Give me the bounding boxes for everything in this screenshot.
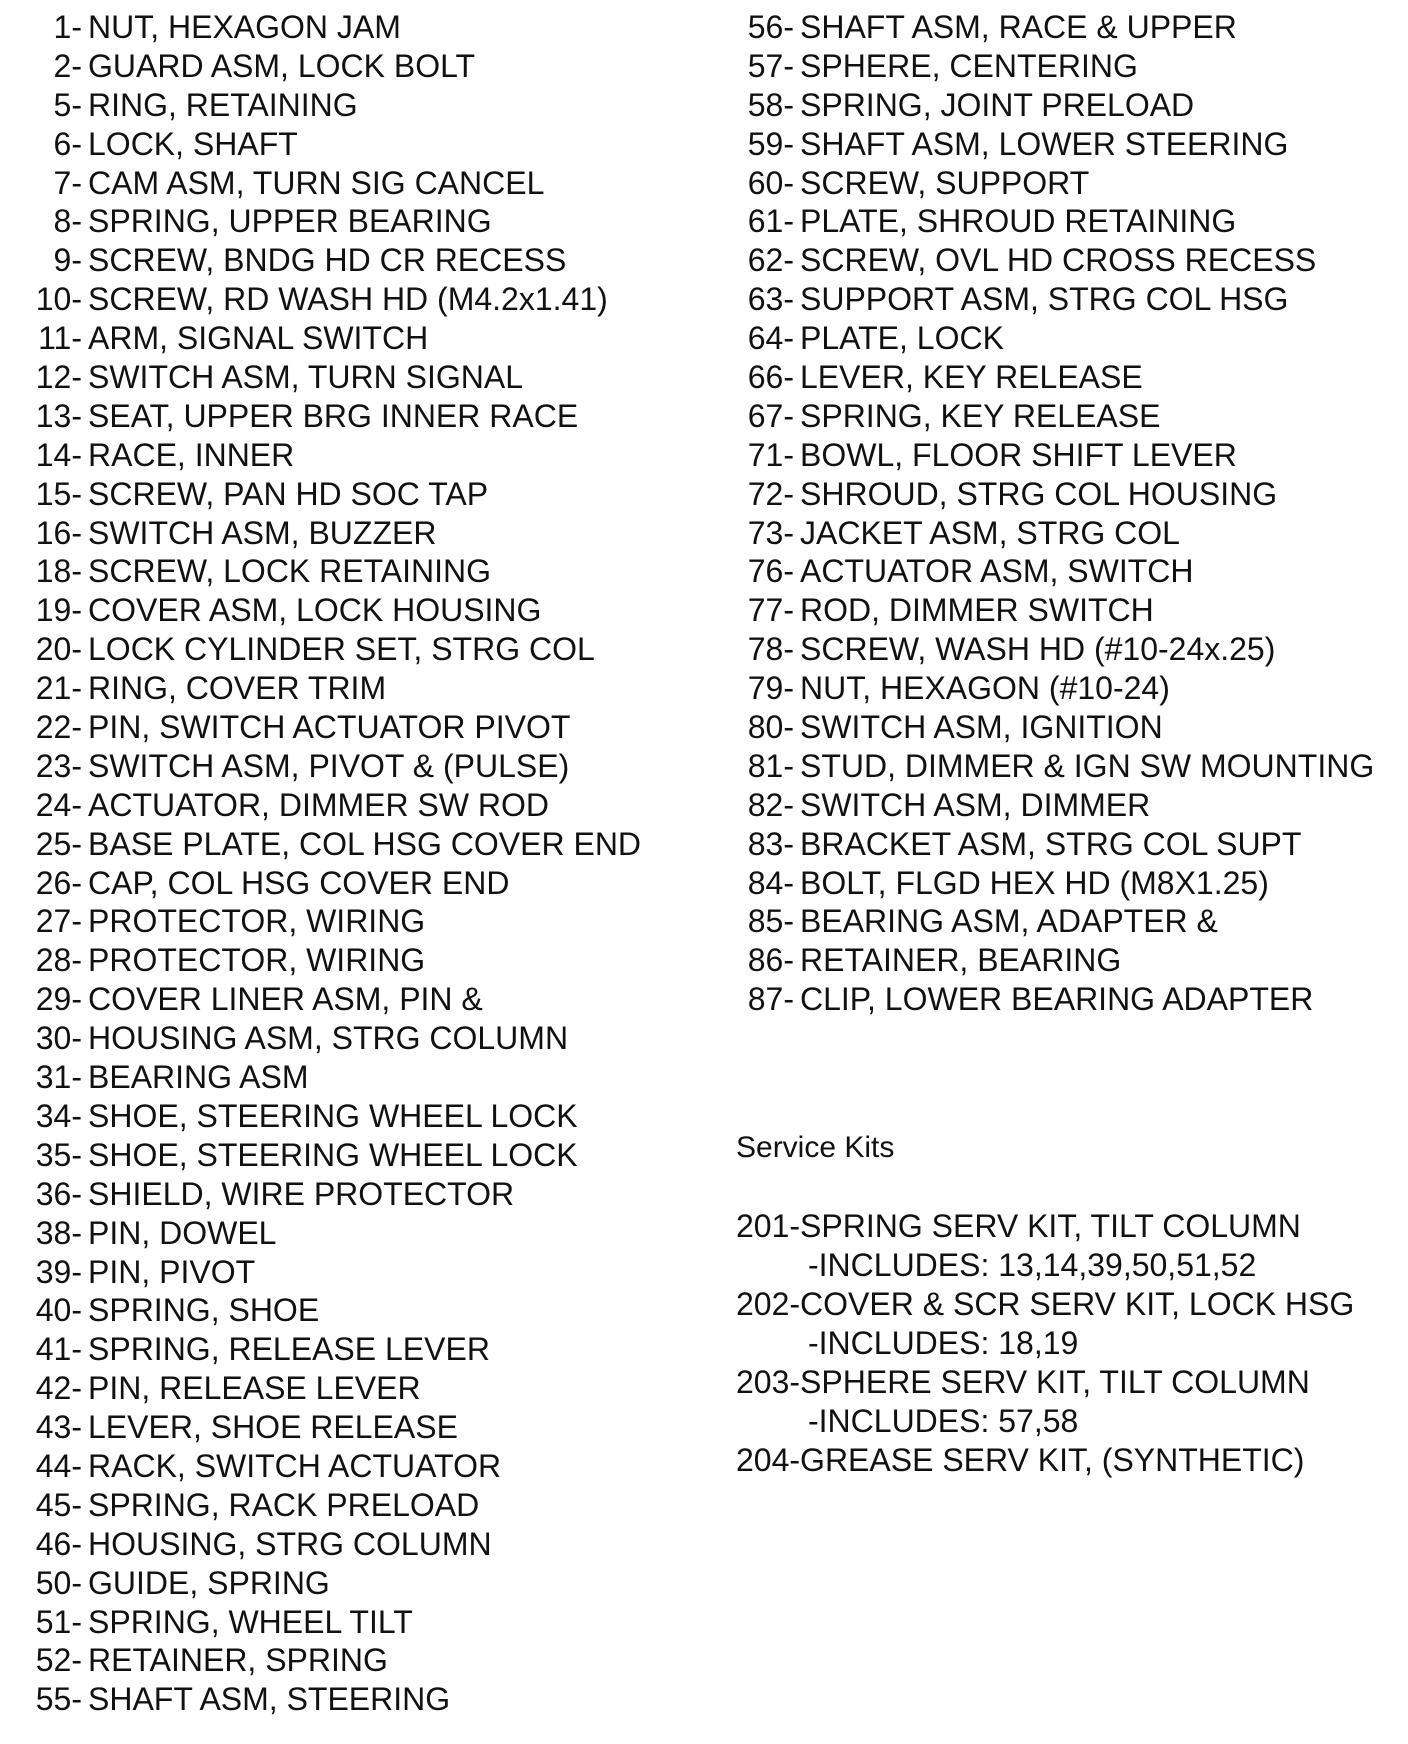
part-row [736, 864, 1396, 903]
part-description: SPRING, RACK PRELOAD [88, 1486, 480, 1523]
part-row [10, 86, 710, 125]
part-row [736, 397, 1396, 436]
part-description: PROTECTOR, WIRING [88, 942, 426, 979]
part-number: 81- [747, 747, 794, 784]
part-row [10, 1680, 710, 1719]
part-description: SHROUD, STRG COL HOUSING [800, 475, 1278, 512]
part-description: SEAT, UPPER BRG INNER RACE [88, 397, 579, 434]
part-row [10, 1175, 710, 1214]
part-number: 39- [35, 1253, 82, 1290]
part-description: BOWL, FLOOR SHIFT LEVER [800, 436, 1237, 473]
part-description: SCREW, RD WASH HD (M4.2x1.41) [88, 281, 608, 318]
part-number: 73- [747, 514, 794, 551]
part-row [10, 1447, 710, 1486]
part-number: 42- [35, 1370, 82, 1407]
part-number: 59- [747, 125, 794, 162]
part-row [10, 1641, 710, 1680]
part-number: 7- [53, 164, 82, 201]
part-description: COVER ASM, LOCK HOUSING [88, 592, 542, 629]
part-row [10, 708, 710, 747]
part-description: SCREW, BNDG HD CR RECESS [88, 242, 567, 279]
part-description: CAP, COL HSG COVER END [88, 864, 510, 901]
part-row [10, 864, 710, 903]
part-row [736, 8, 1396, 47]
part-row [10, 1136, 710, 1175]
part-description: PIN, PIVOT [88, 1253, 256, 1290]
part-number: 50- [35, 1564, 82, 1601]
part-number: 24- [35, 786, 82, 823]
part-description: RING, COVER TRIM [88, 670, 387, 707]
part-number: 57- [747, 47, 794, 84]
part-description: SWITCH ASM, PIVOT & (PULSE) [88, 747, 570, 784]
part-description: ROD, DIMMER SWITCH [800, 592, 1154, 629]
part-number: 35- [35, 1136, 82, 1173]
part-description: LOCK, SHAFT [88, 125, 298, 162]
part-description: CAM ASM, TURN SIG CANCEL [88, 164, 545, 201]
part-number: 41- [35, 1331, 82, 1368]
part-row [10, 1603, 710, 1642]
part-description: PLATE, SHROUD RETAINING [800, 203, 1237, 240]
part-description: COVER LINER ASM, PIN & [88, 981, 483, 1018]
part-description: CLIP, LOWER BEARING ADAPTER [800, 981, 1314, 1018]
part-number: 77- [747, 592, 794, 629]
service-kit-includes: -INCLUDES: 13,14,39,50,51,52 [808, 1247, 1257, 1283]
part-number: 63- [747, 281, 794, 318]
part-number: 78- [747, 631, 794, 668]
part-row [10, 1019, 710, 1058]
part-row [736, 319, 1396, 358]
service-kit-item: 201-SPRING SERV KIT, TILT COLUMN [736, 1208, 1301, 1244]
part-number: 76- [747, 553, 794, 590]
part-row [10, 514, 710, 553]
part-description: SPRING, WHEEL TILT [88, 1603, 413, 1640]
part-description: SHOE, STEERING WHEEL LOCK [88, 1097, 578, 1134]
part-number: 84- [747, 864, 794, 901]
part-number: 52- [35, 1642, 82, 1679]
part-description: SWITCH ASM, DIMMER [800, 786, 1151, 823]
part-number: 60- [747, 164, 794, 201]
service-kit-item: 202-COVER & SCR SERV KIT, LOCK HSG [736, 1286, 1355, 1322]
part-number: 67- [747, 397, 794, 434]
part-number: 8- [53, 203, 82, 240]
part-row [736, 125, 1396, 164]
part-number: 46- [35, 1525, 82, 1562]
part-description: SCREW, PAN HD SOC TAP [88, 475, 489, 512]
part-number: 28- [35, 942, 82, 979]
part-description: HOUSING, STRG COLUMN [88, 1525, 492, 1562]
part-row [10, 1058, 710, 1097]
part-number: 80- [747, 709, 794, 746]
part-number: 44- [35, 1447, 82, 1484]
part-number: 18- [35, 553, 82, 590]
part-row [10, 1097, 710, 1136]
part-number: 20- [35, 631, 82, 668]
part-number: 43- [35, 1409, 82, 1446]
service-kit-item: 204-GREASE SERV KIT, (SYNTHETIC) [736, 1442, 1305, 1478]
service-kit-includes: -INCLUDES: 18,19 [808, 1325, 1079, 1361]
part-number: 87- [747, 981, 794, 1018]
part-row [10, 241, 710, 280]
part-number: 64- [747, 320, 794, 357]
part-description: PIN, RELEASE LEVER [88, 1370, 421, 1407]
part-number: 36- [35, 1175, 82, 1212]
part-number: 31- [35, 1059, 82, 1096]
part-row [10, 786, 710, 825]
part-description: RACK, SWITCH ACTUATOR [88, 1447, 502, 1484]
part-number: 22- [35, 709, 82, 746]
part-number: 66- [747, 359, 794, 396]
part-number: 86- [747, 942, 794, 979]
part-row [10, 8, 710, 47]
part-number: 55- [35, 1681, 82, 1718]
part-row [10, 47, 710, 86]
part-row [10, 1408, 710, 1447]
part-number: 26- [35, 864, 82, 901]
part-description: SCREW, LOCK RETAINING [88, 553, 492, 590]
part-description: PLATE, LOCK [800, 320, 1004, 357]
part-number: 1- [53, 9, 82, 45]
part-row [10, 825, 710, 864]
part-description: JACKET ASM, STRG COL [800, 514, 1180, 551]
service-kit-item: 203-SPHERE SERV KIT, TILT COLUMN [736, 1364, 1310, 1400]
part-number: 25- [35, 825, 82, 862]
part-row [10, 1330, 710, 1369]
part-description: ACTUATOR ASM, SWITCH [800, 553, 1194, 590]
part-row [10, 980, 710, 1019]
part-description: GUARD ASM, LOCK BOLT [88, 47, 476, 84]
part-row [736, 358, 1396, 397]
part-number: 61- [747, 203, 794, 240]
part-number: 71- [747, 436, 794, 473]
part-number: 51- [35, 1603, 82, 1640]
part-row [10, 552, 710, 591]
part-number: 82- [747, 786, 794, 823]
part-number: 45- [35, 1486, 82, 1523]
part-row [736, 202, 1396, 241]
part-number: 5- [53, 86, 82, 123]
part-row [10, 1291, 710, 1330]
part-row [736, 47, 1396, 86]
part-row [736, 475, 1396, 514]
part-row [10, 1525, 710, 1564]
part-description: SPRING, RELEASE LEVER [88, 1331, 490, 1368]
part-row [10, 591, 710, 630]
part-row [10, 630, 710, 669]
part-description: SCREW, WASH HD (#10-24x.25) [800, 631, 1276, 668]
part-description: SPRING, KEY RELEASE [800, 397, 1161, 434]
part-row [736, 669, 1396, 708]
part-number: 27- [35, 903, 82, 940]
part-number: 2- [53, 47, 82, 84]
part-row [10, 125, 710, 164]
part-row [10, 319, 710, 358]
part-row [10, 941, 710, 980]
part-number: 30- [35, 1020, 82, 1057]
part-description: SCREW, OVL HD CROSS RECESS [800, 242, 1317, 279]
part-number: 15- [35, 475, 82, 512]
part-row [10, 164, 710, 203]
part-row [736, 980, 1396, 1019]
part-description: BEARING ASM, ADAPTER & [800, 903, 1218, 940]
part-row [10, 397, 710, 436]
part-row [10, 747, 710, 786]
part-description: STUD, DIMMER & IGN SW MOUNTING [800, 747, 1375, 784]
part-description: SPHERE, CENTERING [800, 47, 1138, 84]
part-description: SPRING, SHOE [88, 1292, 320, 1329]
part-description: SCREW, SUPPORT [800, 164, 1090, 201]
part-number: 21- [35, 670, 82, 707]
part-description: SHAFT ASM, STEERING [88, 1681, 451, 1718]
part-description: SPRING, UPPER BEARING [88, 203, 492, 240]
part-description: RING, RETAINING [88, 86, 358, 123]
parts-column-left [10, 8, 710, 1719]
part-row [736, 241, 1396, 280]
part-description: SHAFT ASM, LOWER STEERING [800, 125, 1289, 162]
part-number: 11- [38, 320, 82, 357]
part-description: SWITCH ASM, IGNITION [800, 709, 1163, 746]
part-row [736, 552, 1396, 591]
part-number: 62- [747, 242, 794, 279]
part-description: LEVER, SHOE RELEASE [88, 1409, 458, 1446]
part-number: 40- [35, 1292, 82, 1329]
part-row [736, 630, 1396, 669]
part-number: 10- [35, 281, 82, 318]
part-number: 29- [35, 981, 82, 1018]
part-row [736, 825, 1396, 864]
part-number: 34- [35, 1097, 82, 1134]
service-kit-includes: -INCLUDES: 57,58 [808, 1403, 1079, 1439]
part-number: 19- [35, 592, 82, 629]
part-number: 14- [35, 436, 82, 473]
part-row [10, 669, 710, 708]
part-row [736, 786, 1396, 825]
part-row [10, 280, 710, 319]
part-description: PROTECTOR, WIRING [88, 903, 426, 940]
part-row [10, 202, 710, 241]
part-number: 58- [747, 86, 794, 123]
part-description: RETAINER, BEARING [800, 942, 1122, 979]
part-description: NUT, HEXAGON (#10-24) [800, 670, 1170, 707]
part-number: 85- [747, 903, 794, 940]
part-description: GUIDE, SPRING [88, 1564, 330, 1601]
part-description: BASE PLATE, COL HSG COVER END [88, 825, 642, 862]
part-row [10, 436, 710, 475]
part-row [10, 902, 710, 941]
part-description: SUPPORT ASM, STRG COL HSG [800, 281, 1289, 318]
part-description: BOLT, FLGD HEX HD (M8X1.25) [800, 864, 1269, 901]
part-row [736, 747, 1396, 786]
part-row [736, 436, 1396, 475]
part-description: LOCK CYLINDER SET, STRG COL [88, 631, 595, 668]
part-number: 56- [747, 9, 794, 45]
part-description: ARM, SIGNAL SWITCH [88, 320, 429, 357]
part-row [10, 1253, 710, 1292]
part-number: 83- [747, 825, 794, 862]
part-row [10, 475, 710, 514]
part-number: 38- [35, 1214, 82, 1251]
part-number: 23- [35, 747, 82, 784]
part-number: 6- [53, 125, 82, 162]
part-description: BRACKET ASM, STRG COL SUPT [800, 825, 1302, 862]
part-row [736, 941, 1396, 980]
part-number: 9- [53, 242, 82, 279]
part-description: SHOE, STEERING WHEEL LOCK [88, 1136, 578, 1173]
part-row [736, 902, 1396, 941]
part-row [10, 1564, 710, 1603]
part-number: 79- [747, 670, 794, 707]
part-description: NUT, HEXAGON JAM [88, 9, 401, 45]
part-description: PIN, SWITCH ACTUATOR PIVOT [88, 709, 571, 746]
part-description: RACE, INNER [88, 436, 295, 473]
part-number: 12- [35, 359, 82, 396]
part-number: 13- [35, 397, 82, 434]
part-row [10, 1214, 710, 1253]
service-kits-heading: Service Kits [736, 1131, 895, 1164]
part-row [736, 86, 1396, 125]
part-description: RETAINER, SPRING [88, 1642, 388, 1679]
part-description: SWITCH ASM, TURN SIGNAL [88, 359, 524, 396]
part-description: SHAFT ASM, RACE & UPPER [800, 9, 1237, 45]
part-description: SPRING, JOINT PRELOAD [800, 86, 1195, 123]
part-row [10, 1486, 710, 1525]
part-row [736, 591, 1396, 630]
part-description: SWITCH ASM, BUZZER [88, 514, 437, 551]
part-number: 16- [35, 514, 82, 551]
part-description: SHIELD, WIRE PROTECTOR [88, 1175, 515, 1212]
part-description: PIN, DOWEL [88, 1214, 277, 1251]
part-row [736, 514, 1396, 553]
part-row [10, 358, 710, 397]
part-row [736, 164, 1396, 203]
part-row [736, 280, 1396, 319]
service-kits-list [736, 1207, 1396, 1480]
part-number: 72- [747, 475, 794, 512]
part-description: LEVER, KEY RELEASE [800, 359, 1143, 396]
part-description: HOUSING ASM, STRG COLUMN [88, 1020, 569, 1057]
part-row [10, 1369, 710, 1408]
parts-column-right [736, 8, 1396, 1019]
part-description: BEARING ASM [88, 1059, 309, 1096]
part-row [736, 708, 1396, 747]
part-description: ACTUATOR, DIMMER SW ROD [88, 786, 550, 823]
